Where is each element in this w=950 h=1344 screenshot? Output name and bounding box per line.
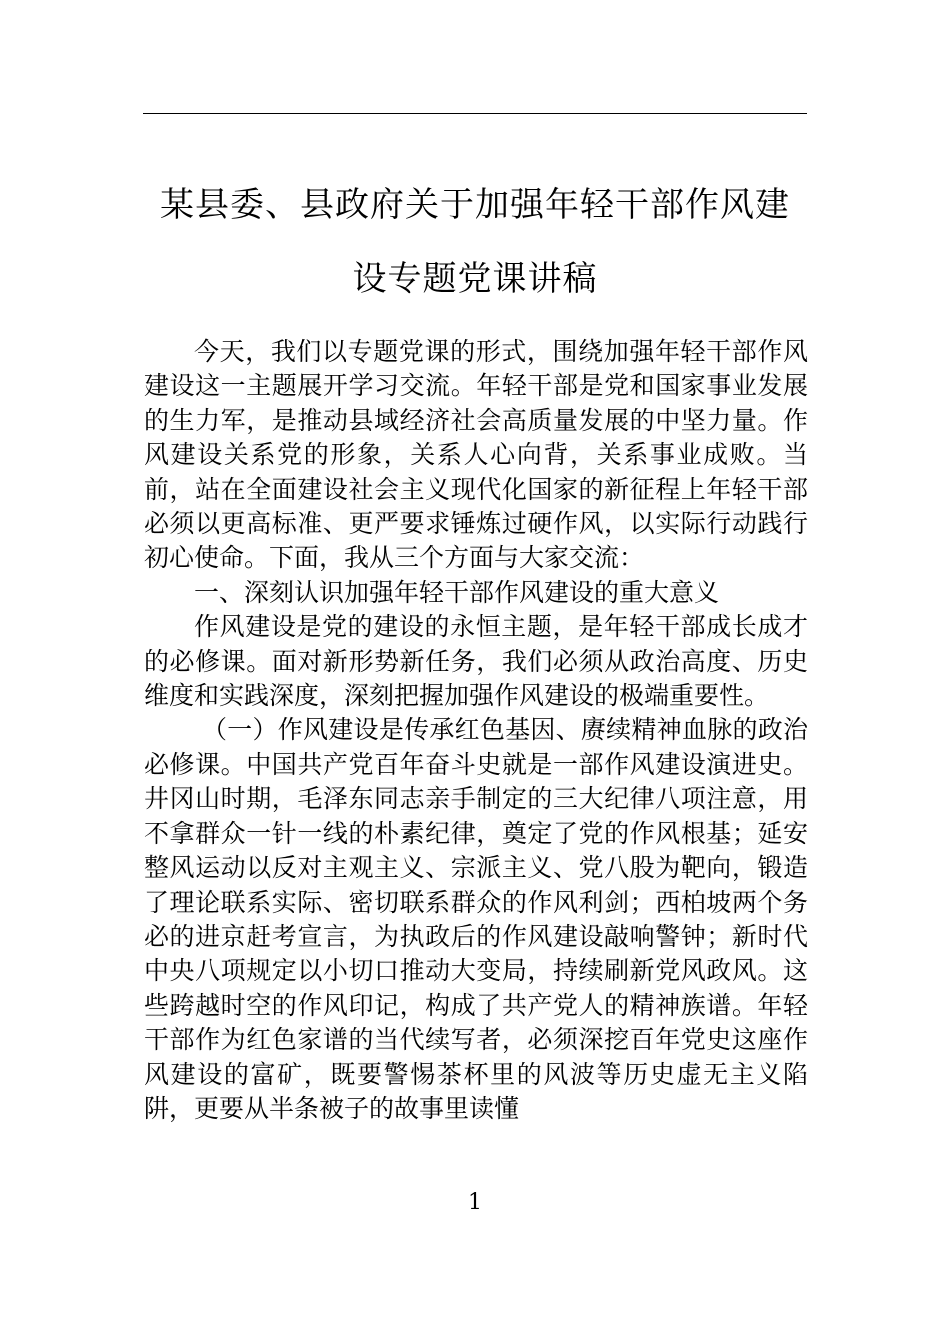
- document-title: [140, 168, 810, 316]
- document-body: [144, 335, 808, 1126]
- page-number: 1: [468, 1190, 482, 1215]
- section-heading-1: 一、深刻认识加强年轻干部作风建设的重大意义: [194, 577, 720, 607]
- title-line-1: 某县委、县政府关于加强年轻干部作风建: [160, 185, 790, 225]
- section-paragraph: 作风建设是党的建设的永恒主题，是年轻干部成长成才的必修课。面对新形势新任务，我们必须从政治高度、历史维度和实践深度，深刻把握加强作风建设的极端重要性。: [144, 612, 808, 711]
- title-line-2: 设专题党课讲稿: [352, 259, 598, 299]
- subsection-paragraph-1: （一）作风建设是传承红色基因、赓续精神血脉的政治必修课。中国共产党百年奋斗史就是一部作风建设演进史。井冈山时期，毛泽东同志亲手制定的三大纪律八项注意，用不拿群众一针一线的朴素纪律，奠定了党的作风根基；延安整风运动以反对主观主义、宗派主义、党八股为靶向，锻造了理论联系实际、密切联系群众的作风利剑；西柏坡两个务必的进京赶考宣言，为执政后的作风建设敲响警钟；新时代中央八项规定以小切口推动大变局，持续刷新党风政风。这些跨越时空的作风印记，构成了共产党人的精神族谱。年轻干部作为红色家谱的当代续写者，必须深挖百年党史这座作风建设的富矿，既要警惕茶杯里的风波等历史虚无主义陷阱，更要从半条被子的故事里读懂: [144, 715, 808, 1123]
- header-rule: [143, 113, 807, 114]
- intro-paragraph: 今天，我们以专题党课的形式，围绕加强年轻干部作风建设这一主题展开学习交流。年轻干部是党和国家事业发展的生力军，是推动县域经济社会高质量发展的中坚力量。作风建设关系党的形象，关系人心向背，关系事业成败。当前，站在全面建设社会主义现代化国家的新征程上年轻干部必须以更高标准、更严要求锤炼过硬作风，以实际行动践行初心使命。下面，我从三个方面与大家交流：: [144, 337, 808, 573]
